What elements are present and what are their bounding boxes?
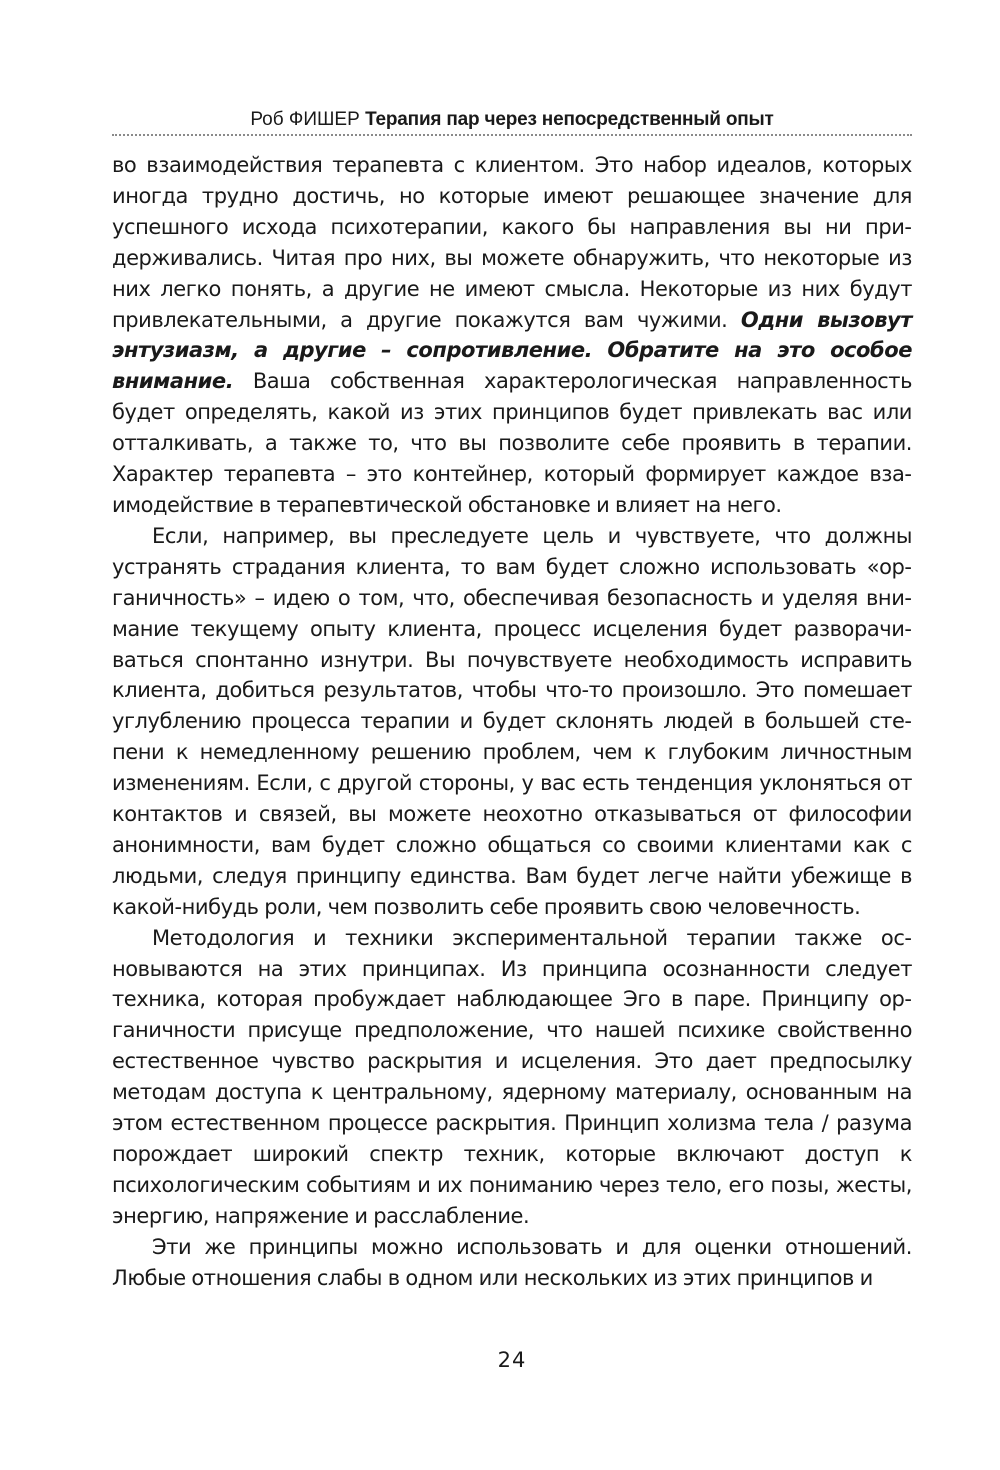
header-title: Терапия пар через непосредственный опыт xyxy=(365,109,774,130)
header-dotted-rule xyxy=(112,134,912,136)
paragraph-4: Эти же принципы можно использовать и для оценки отношений. Любые отношения слабы в одном или нескольких из этих принципов и xyxy=(112,1234,912,1290)
paragraph-1-text-start: во взаимодействия терапевта с клиентом. Это набор идеалов, которых иногда трудно достичь, но которые имеют решающее значение для успешного исхода психотерапии, какого бы направления вы ни придерживались. Читая про них, вы можете обнаружить, что некоторые из них легко понять, а другие не имеют смысла. Некоторые из них будут привлекательными, а другие покажутся вам чужими. xyxy=(112,153,912,332)
header-author: Роб ФИШЕР xyxy=(250,109,360,130)
page-number: 24 xyxy=(497,1348,527,1372)
paragraph-2: Если, например, вы преследуете цель и чувствуете, что должны устранять страдания клиента, то вам будет сложно использовать «органичность» – идею о том, что, обеспечивая безопасность и уделяя внимание текущему опыту клиента, процесс исцеления будет разворачиваться спонтанно изнутри. Вы почувствуете необходимость исправить клиента, добиться результатов, чтобы что-то произошло. Это помешает углублению процесса терапии и будет склонять людей в большей степени к немедленному решению проблем, чем к глубоким личностным изменениям. Если, с другой стороны, у вас есть тенденция уклоняться от контактов и связей, вы можете неохотно отказываться от философии анонимности, вам будет сложно общаться со своими клиентами как с людьми, следуя принципу единства. Вам будет легче найти убежище в какой-нибудь роли, чем позволить себе проявить свою человечность. xyxy=(112,523,912,919)
running-header xyxy=(112,107,912,133)
body-text xyxy=(112,150,912,1294)
paragraph-1 xyxy=(112,150,912,521)
paragraph-1-emphasis: Одни вызовут энтузиазм, а другие – сопротивление. Обратите на это особое внимание. xyxy=(112,307,913,394)
paragraph-1-text-end: Ваша собственная характерологическая направленность будет определять, какой из этих принципов будет привлекать вас или отталкивать, а также то, что вы позволите себе проявить в терапии. Характер терапевта – это контейнер, который формирует каждое взаимодействие в терапевтической обстановке и влияет на него. xyxy=(112,369,912,517)
paragraph-3: Методология и техники экспериментальной терапии также основываются на этих принципах. Из принципа осознанности следует техника, которая пробуждает наблюдающее Эго в паре. Принципу органичности присуще предположение, что нашей психике свойственно естественное чувство раскрытия и исцеления. Это дает предпосылку методам доступа к центральному, ядерному материалу, основанным на этом естественном процессе раскрытия. Принцип холизма тела / разума порождает широкий спектр техник, которые включают доступ к психологическим событиям и их пониманию через тело, его позы, жесты, энергию, напряжение и расслабление. xyxy=(112,925,912,1228)
